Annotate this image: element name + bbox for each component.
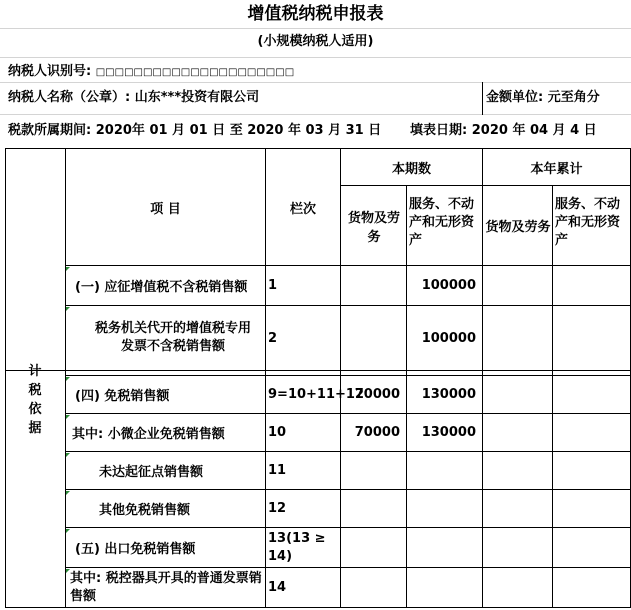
amount-unit-value: 元至角分 xyxy=(547,90,600,105)
row-goods: 70000 xyxy=(354,387,400,402)
cell-marker xyxy=(66,491,70,495)
row-item: (四) 免税销售额 xyxy=(75,389,170,404)
sub-header-goods: 货物及劳务 xyxy=(347,210,400,245)
tax-period-label: 税款所属期间: xyxy=(8,123,92,138)
row-services xyxy=(407,452,482,489)
col-header-line: 栏次 xyxy=(289,201,316,217)
row-goods xyxy=(341,266,406,305)
group-header-ytd: 本年累计 xyxy=(530,161,583,177)
row-item: 其中: 小微企业免税销售额 xyxy=(72,427,225,442)
gridline xyxy=(0,114,631,115)
taxpayer-name-label: 纳税人名称（公章）: xyxy=(8,90,131,105)
row-services xyxy=(407,568,482,607)
taxpayer-name-value: 山东***投资有限公司 xyxy=(134,90,260,105)
row-line: 10 xyxy=(268,425,287,440)
row-line: 1 xyxy=(268,278,278,293)
group-header-current: 本期数 xyxy=(391,161,431,177)
row-item: 其中: 税控器具开具的普通发票销售额 xyxy=(70,570,262,604)
amount-unit-label: 金额单位: xyxy=(486,90,544,105)
side-label-char: 税 xyxy=(28,383,42,398)
cell-marker xyxy=(66,267,70,271)
tax-period-row xyxy=(8,122,381,140)
fill-date-label: 填表日期: xyxy=(410,123,468,138)
row-services: 130000 xyxy=(421,425,476,440)
gridline xyxy=(0,28,631,29)
row-goods xyxy=(341,568,406,607)
row-services xyxy=(407,490,482,527)
tax-period-value: 2020年 01 月 01 日 至 2020 年 03 月 31 日 xyxy=(95,123,382,138)
side-label-char: 据 xyxy=(28,421,42,436)
cell-marker xyxy=(66,377,70,381)
taxpayer-id-value: □□□□□□□□□□□□□□□□□□□□□ xyxy=(95,67,295,78)
row-goods xyxy=(341,306,406,370)
row-services: 130000 xyxy=(421,387,476,402)
row-services: 100000 xyxy=(421,278,476,293)
row-goods xyxy=(341,452,406,489)
side-label-char: 依 xyxy=(28,402,42,417)
cell-marker xyxy=(66,529,70,533)
cell-marker xyxy=(66,569,70,573)
row-item: (一) 应征增值税不含税销售额 xyxy=(75,280,248,295)
row-line: 13(13 ≥ 14) xyxy=(268,530,326,564)
gridline xyxy=(0,57,631,58)
row-services: 100000 xyxy=(421,330,476,346)
taxpayer-id-label: 纳税人识别号: xyxy=(8,64,92,79)
col-header-item: 项 目 xyxy=(150,201,181,217)
row-goods: 70000 xyxy=(354,425,400,440)
row-line: 11 xyxy=(268,463,287,478)
side-label-char: 计 xyxy=(28,364,42,379)
row-item: 其他免税销售额 xyxy=(99,503,191,518)
row-line: 9=10+11+12 xyxy=(268,386,364,402)
report-title: 增值税纳税申报表 xyxy=(247,4,384,24)
amount-unit-row xyxy=(486,89,600,107)
sub-header-services: 服务、不动产和无形资产 xyxy=(409,197,475,248)
row-goods xyxy=(341,528,406,567)
sub-header-goods-ytd: 货物及劳务 xyxy=(485,220,551,235)
table-border xyxy=(5,607,631,608)
row-item: (五) 出口免税销售额 xyxy=(75,542,196,557)
gridline xyxy=(0,82,631,83)
row-item: 税务机关代开的增值税专用发票不含税销售额 xyxy=(94,321,251,354)
table-border xyxy=(552,185,553,608)
table-border xyxy=(5,370,631,371)
row-line: 2 xyxy=(268,330,278,346)
row-services xyxy=(407,528,482,567)
taxpayer-id-row xyxy=(8,63,294,82)
fill-date-value: 2020 年 04 月 4 日 xyxy=(471,123,597,138)
table-border xyxy=(482,148,483,608)
row-line: 14 xyxy=(268,580,287,595)
side-label xyxy=(19,362,51,438)
cell-marker xyxy=(66,453,70,457)
row-line: 12 xyxy=(268,501,287,516)
row-item: 未达起征点销售额 xyxy=(99,465,204,480)
sub-header-services-ytd: 服务、不动产和无形资产 xyxy=(555,197,621,248)
cell-marker xyxy=(66,415,70,419)
report-subtitle: (小规模纳税人适用) xyxy=(257,34,374,49)
table-border xyxy=(5,148,6,608)
row-goods xyxy=(341,490,406,527)
cell-marker xyxy=(66,307,70,311)
fill-date-row xyxy=(410,122,597,140)
cell-border xyxy=(482,82,483,115)
taxpayer-name-row xyxy=(8,89,259,107)
